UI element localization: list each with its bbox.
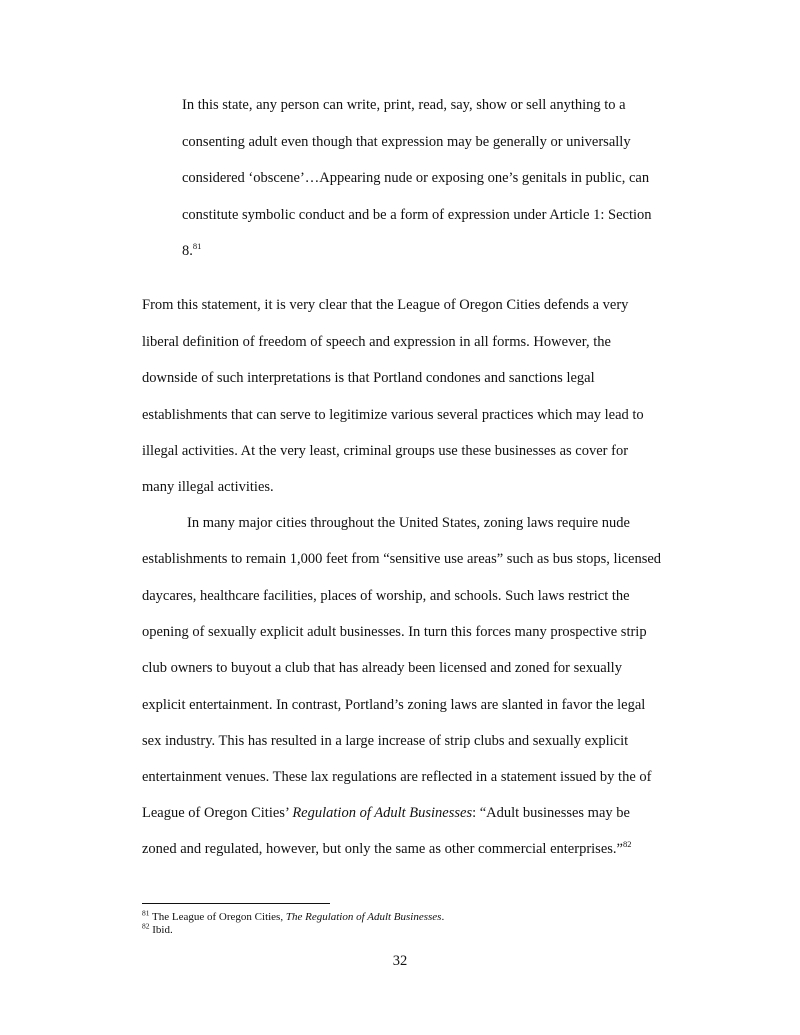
page-number: 32 (392, 953, 408, 969)
paragraph-line (142, 840, 631, 858)
footnote-number: 82 (142, 921, 150, 931)
paragraph-line (142, 804, 630, 822)
footnote-reference: 81 (192, 241, 202, 252)
paragraph-line: daycares, healthcare facilities, places of worship, and schools. Such laws restrict the (142, 588, 630, 604)
quote-line: considered ‘obscene’…Appearing nude or exposing one’s genitals in public, can (182, 170, 650, 186)
paragraph-line: explicit entertainment. In contrast, Portland’s zoning laws are slanted in favor the legal (142, 697, 646, 713)
footnote (142, 908, 445, 924)
quote-line-text: 8. (182, 243, 193, 259)
paragraph-line: illegal activities. At the very least, criminal groups use these businesses as cover for (142, 443, 629, 459)
footnote-text: Ibid. (149, 924, 173, 936)
paragraph-line: From this statement, it is very clear that the League of Oregon Cities defends a very (142, 297, 629, 313)
footnote (142, 921, 173, 937)
quote-line: In this state, any person can write, print, read, say, show or sell anything to a (182, 97, 626, 113)
quote-line (182, 242, 201, 260)
paragraph-line: establishments that can serve to legitimize various several practices which may lead to (142, 407, 644, 423)
footnote-text: The League of Oregon Cities, (149, 911, 286, 923)
paragraph-text: : “Adult businesses may be (472, 805, 630, 821)
quote-line: consenting adult even though that expression may be generally or universally (182, 134, 631, 150)
footnote-reference: 82 (622, 839, 632, 850)
paragraph-text: zoned and regulated, however, but only the same as other commercial enterprises.” (142, 841, 623, 857)
paragraph-line: establishments to remain 1,000 feet from “sensitive use areas” such as bus stops, licensed (142, 551, 662, 567)
quote-line: constitute symbolic conduct and be a form of expression under Article 1: Section (182, 207, 652, 223)
paragraph-line: opening of sexually explicit adult businesses. In turn this forces many prospective strip (142, 624, 647, 640)
footnote-number: 81 (142, 908, 150, 918)
paragraph-line: downside of such interpretations is that Portland condones and sanctions legal (142, 370, 595, 386)
footnote-title: The Regulation of Adult Businesses (285, 911, 442, 923)
paragraph-text: League of Oregon Cities’ (142, 805, 293, 821)
paragraph-line: sex industry. This has resulted in a large increase of strip clubs and sexually explicit (142, 733, 629, 749)
paragraph-line: many illegal activities. (142, 479, 274, 495)
footnote-text: . (441, 911, 445, 923)
paragraph-line: club owners to buyout a club that has already been licensed and zoned for sexually (142, 660, 622, 676)
paragraph-line: liberal definition of freedom of speech and expression in all forms. However, the (142, 334, 611, 350)
paragraph-line: entertainment venues. These lax regulations are reflected in a statement issued by the of (142, 769, 652, 785)
publication-title: Regulation of Adult Businesses (292, 805, 473, 821)
footnote-separator (142, 903, 330, 904)
paragraph-line: In many major cities throughout the United States, zoning laws require nude (187, 515, 630, 531)
